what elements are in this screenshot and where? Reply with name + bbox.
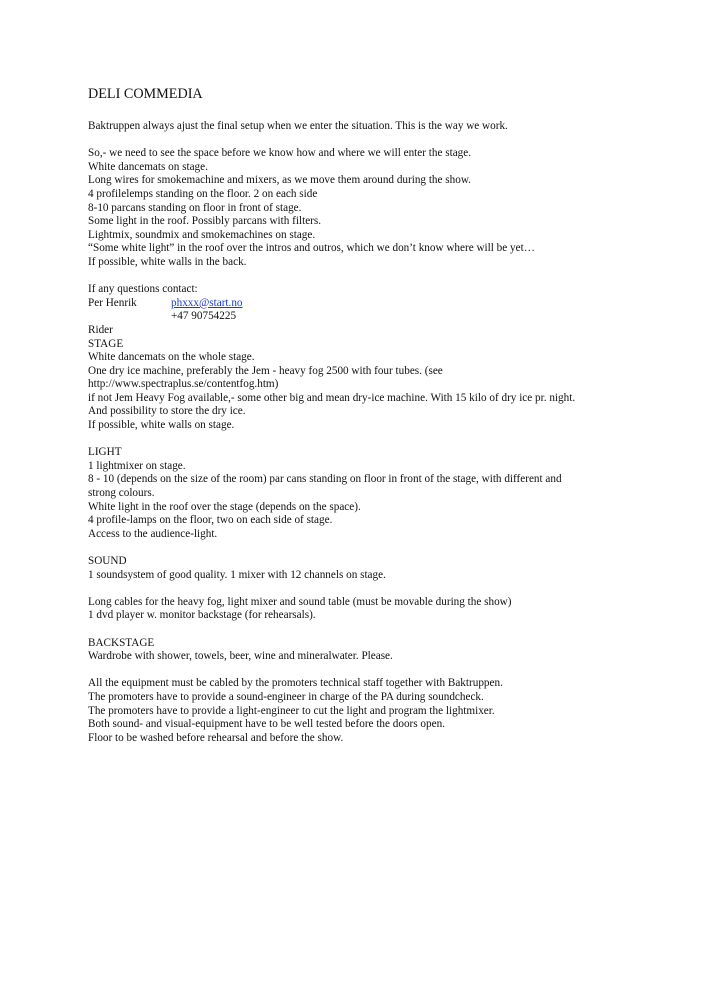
misc-line: 1 dvd player w. monitor backstage (for rehearsals). (88, 609, 316, 622)
backstage-block (88, 637, 688, 664)
contact-email-link[interactable]: phxxx@start.no (171, 296, 243, 309)
misc-line: Long cables for the heavy fog, light mixer and sound table (must be movable during the show) (88, 595, 512, 608)
sound-line: 1 soundsystem of good quality. 1 mixer with 12 channels on stage. (88, 568, 386, 581)
stage-line: White dancemats on the whole stage. (88, 351, 255, 364)
setup-line: 4 profilelemps standing on the floor. 2 on each side (88, 187, 318, 200)
stage-line: http://www.spectraplus.se/contentfog.htm) (88, 378, 279, 391)
light-line: White light in the roof over the stage (depends on the space). (88, 500, 361, 513)
stage-line: if not Jem Heavy Fog available,- some other big and mean dry-ice machine. With 15 kilo of dry ice pr. night. (88, 391, 576, 404)
rider-stage-block (88, 324, 688, 433)
backstage-heading: BACKSTAGE (88, 636, 155, 649)
contact-block (88, 283, 688, 324)
closing-line: All the equipment must be cabled by the promoters technical staff together with Baktruppen. (88, 677, 503, 690)
light-line: strong colours. (88, 487, 155, 500)
light-line: 8 - 10 (depends on the size of the room) par cans standing on floor in front of the stage, with different and (88, 473, 562, 486)
contact-phone: +47 90754225 (171, 310, 237, 323)
light-line: 1 lightmixer on stage. (88, 459, 186, 472)
setup-line: 8-10 parcans standing on floor in front of stage. (88, 201, 302, 214)
contact-phone-row (88, 310, 688, 324)
closing-line: The promoters have to provide a light-engineer to cut the light and program the lightmixer. (88, 704, 495, 717)
document-title: DELI COMMEDIA (88, 86, 203, 102)
setup-line: So,- we need to see the space before we know how and where we will enter the stage. (88, 147, 472, 160)
rider-heading: Rider (88, 323, 113, 336)
light-line: Access to the audience-light. (88, 527, 218, 540)
contact-heading: If any questions contact: (88, 283, 198, 296)
setup-block (88, 147, 688, 269)
setup-line: Lightmix, soundmix and smokemachines on stage. (88, 228, 316, 241)
closing-line: Both sound- and visual-equipment have to be well tested before the doors open. (88, 718, 445, 731)
light-block (88, 446, 688, 541)
setup-line: Long wires for smokemachine and mixers, as we move them around during the show. (88, 174, 471, 187)
setup-line: “Some white light” in the roof over the intros and outros, which we don’t know where will be yet… (88, 242, 535, 255)
closing-block (88, 677, 688, 745)
intro-text: Baktruppen always ajust the final setup when we enter the situation. This is the way we work. (88, 120, 508, 132)
sound-heading: SOUND (88, 555, 127, 567)
closing-line: Floor to be washed before rehearsal and before the show. (88, 731, 344, 744)
contact-name-row (88, 297, 688, 311)
misc-block (88, 596, 688, 623)
contact-name: Per Henrik (88, 296, 137, 309)
document-page (88, 86, 688, 759)
setup-line: Some light in the roof. Possibly parcans with filters. (88, 215, 322, 228)
backstage-line: Wardrobe with shower, towels, beer, wine and mineralwater. Please. (88, 650, 393, 663)
stage-line: One dry ice machine, preferably the Jem - heavy fog 2500 with four tubes. (see (88, 364, 443, 377)
light-heading: LIGHT (88, 446, 122, 459)
stage-line: And possibility to store the dry ice. (88, 405, 246, 418)
intro-paragraph (88, 120, 688, 134)
closing-line: The promoters have to provide a sound-engineer in charge of the PA during soundcheck. (88, 690, 484, 703)
sound-block (88, 555, 688, 582)
setup-line: If possible, white walls in the back. (88, 255, 247, 268)
setup-line: White dancemats on stage. (88, 160, 208, 173)
stage-line: If possible, white walls on stage. (88, 419, 235, 432)
light-line: 4 profile-lamps on the floor, two on each side of stage. (88, 514, 333, 527)
stage-heading: STAGE (88, 337, 124, 350)
